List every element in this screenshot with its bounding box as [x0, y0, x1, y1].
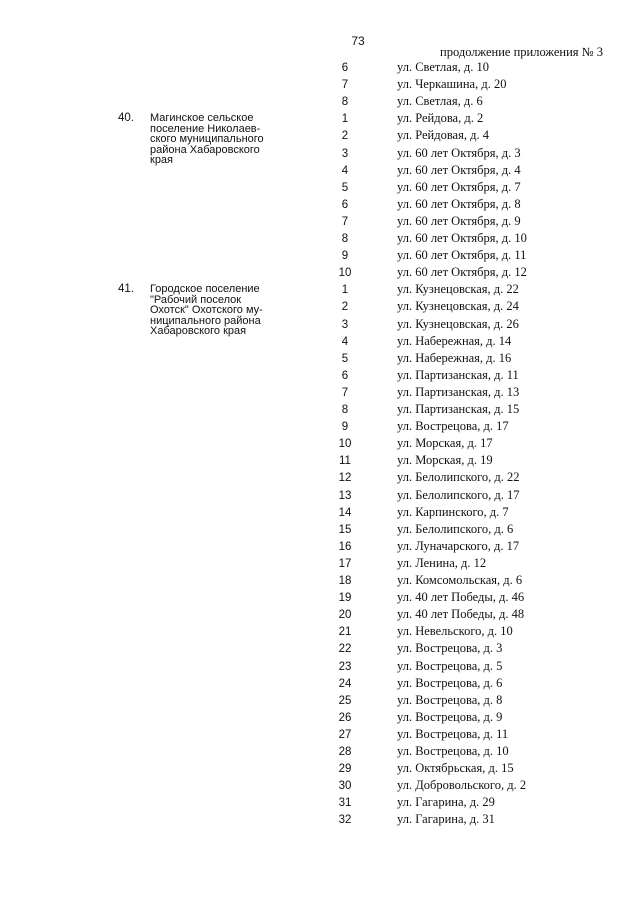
row-number: 21: [338, 626, 352, 639]
row-number: 16: [338, 540, 352, 553]
group-number: 41.: [118, 283, 134, 296]
address-cell: ул. 40 лет Победы, д. 48: [397, 607, 525, 622]
row-number: 10: [338, 438, 352, 451]
address-cell: ул. 60 лет Октября, д. 10: [397, 231, 527, 245]
row-number: 3: [341, 147, 349, 160]
address-cell: ул. 60 лет Октября, д. 8: [397, 196, 521, 211]
row-number: 32: [338, 814, 352, 827]
row-number: 27: [338, 728, 352, 741]
address-cell: ул. Гагарина, д. 29: [397, 795, 495, 810]
row-number: 8: [341, 233, 349, 245]
row-number: 30: [338, 780, 352, 793]
address-cell: ул. Вострецова, д. 8: [397, 692, 503, 707]
settlement-name: Магинское сельское поселение Николаев- ского муниципального района Хабаровского края: [150, 112, 264, 167]
row-number: 10: [338, 267, 352, 280]
row-number: 7: [341, 386, 349, 399]
address-cell: ул. Набережная, д. 14: [397, 333, 512, 348]
row-number: 17: [338, 557, 352, 570]
row-number: 22: [338, 643, 352, 656]
row-number: 9: [341, 250, 349, 263]
row-number: 3: [341, 318, 349, 331]
row-number: 25: [338, 694, 352, 707]
address-cell: ул. Вострецова, д. 5: [397, 658, 503, 673]
address-cell: ул. Ленина, д. 12: [397, 555, 487, 570]
address-cell: ул. Невельского, д. 10: [397, 624, 513, 639]
group-number: 40.: [118, 112, 134, 125]
row-number: 6: [341, 198, 349, 211]
address-cell: ул. Кузнецовская, д. 26: [397, 316, 519, 331]
address-cell: ул. Октябрьская, д. 15: [397, 761, 514, 776]
row-number: 6: [341, 369, 349, 382]
address-cell: ул. Светлая, д. 10: [397, 60, 489, 74]
address-cell: ул. Вострецова, д. 11: [397, 726, 509, 741]
row-number: 2: [341, 130, 349, 143]
row-number: 29: [338, 763, 352, 776]
row-number: 12: [338, 472, 352, 485]
row-number: 1: [341, 284, 349, 297]
address-cell: ул. Вострецова, д. 9: [397, 709, 503, 724]
address-cell: ул. 60 лет Октября, д. 12: [397, 265, 527, 280]
row-number: 8: [341, 96, 349, 109]
row-number: 9: [341, 421, 349, 434]
row-number: 5: [341, 352, 349, 365]
row-number: 24: [338, 677, 352, 690]
address-cell: ул. Рейдовая, д. 4: [397, 128, 489, 143]
address-cell: ул. Набережная, д. 16: [397, 350, 512, 365]
address-cell: ул. Светлая, д. 6: [397, 94, 483, 109]
row-number: 28: [338, 746, 352, 758]
address-cell: ул. Комсомольская, д. 6: [397, 573, 523, 587]
appendix-continuation-note: продолжение приложения № 3: [440, 45, 603, 59]
row-number: 14: [338, 506, 352, 519]
address-cell: ул. Партизанская, д. 15: [397, 402, 520, 416]
address-cell: ул. Вострецова, д. 17: [397, 419, 509, 434]
address-cell: ул. 60 лет Октября, д. 9: [397, 213, 521, 228]
address-cell: ул. Гагарина, д. 31: [397, 812, 495, 827]
address-cell: ул. Кузнецовская, д. 22: [397, 282, 519, 297]
row-number: 7: [341, 215, 349, 228]
row-number: 19: [338, 592, 352, 605]
row-number: 23: [338, 660, 352, 673]
address-cell: ул. Белолипского, д. 6: [397, 521, 514, 536]
address-cell: ул. Черкашина, д. 20: [397, 77, 507, 92]
row-number: 15: [338, 523, 352, 536]
address-cell: ул. Морская, д. 17: [397, 436, 493, 451]
row-number: 18: [338, 575, 352, 587]
address-cell: ул. 40 лет Победы, д. 46: [397, 590, 525, 605]
row-number: 4: [341, 335, 349, 348]
address-cell: ул. Белолипского, д. 22: [397, 470, 520, 485]
row-number: 20: [338, 609, 352, 622]
address-cell: ул. Партизанская, д. 13: [397, 384, 520, 399]
address-cell: ул. Рейдова, д. 2: [397, 111, 484, 126]
address-cell: ул. Карпинского, д. 7: [397, 504, 509, 519]
row-number: 26: [338, 711, 352, 724]
row-number: 6: [341, 62, 349, 74]
row-number: 5: [341, 181, 349, 194]
row-number: 1: [341, 113, 349, 126]
address-cell: ул. 60 лет Октября, д. 11: [397, 248, 527, 263]
address-cell: ул. Белолипского, д. 17: [397, 487, 520, 502]
address-cell: ул. 60 лет Октября, д. 7: [397, 179, 521, 194]
address-cell: ул. 60 лет Октября, д. 4: [397, 162, 521, 177]
address-cell: ул. Кузнецовская, д. 24: [397, 299, 519, 314]
page-number: 73: [351, 34, 365, 48]
address-cell: ул. Вострецова, д. 3: [397, 641, 503, 656]
row-number: 2: [341, 301, 349, 314]
address-cell: ул. Луначарского, д. 17: [397, 538, 520, 553]
address-cell: ул. Добровольского, д. 2: [397, 778, 527, 793]
row-number: 11: [339, 455, 351, 468]
address-cell: ул. Морская, д. 19: [397, 453, 493, 468]
address-cell: ул. Вострецова, д. 10: [397, 744, 509, 758]
address-cell: ул. Вострецова, д. 6: [397, 675, 503, 690]
row-number: 8: [341, 404, 349, 416]
row-number: 31: [338, 797, 352, 810]
row-number: 13: [338, 489, 352, 502]
row-number: 7: [341, 79, 349, 92]
settlement-name: Городское поселение "Рабочий поселок Охотск" Охотского му- ниципального района Хабаровского края: [150, 283, 263, 338]
address-cell: ул. Партизанская, д. 11: [397, 367, 519, 382]
row-number: 4: [341, 164, 349, 177]
address-cell: ул. 60 лет Октября, д. 3: [397, 145, 521, 160]
